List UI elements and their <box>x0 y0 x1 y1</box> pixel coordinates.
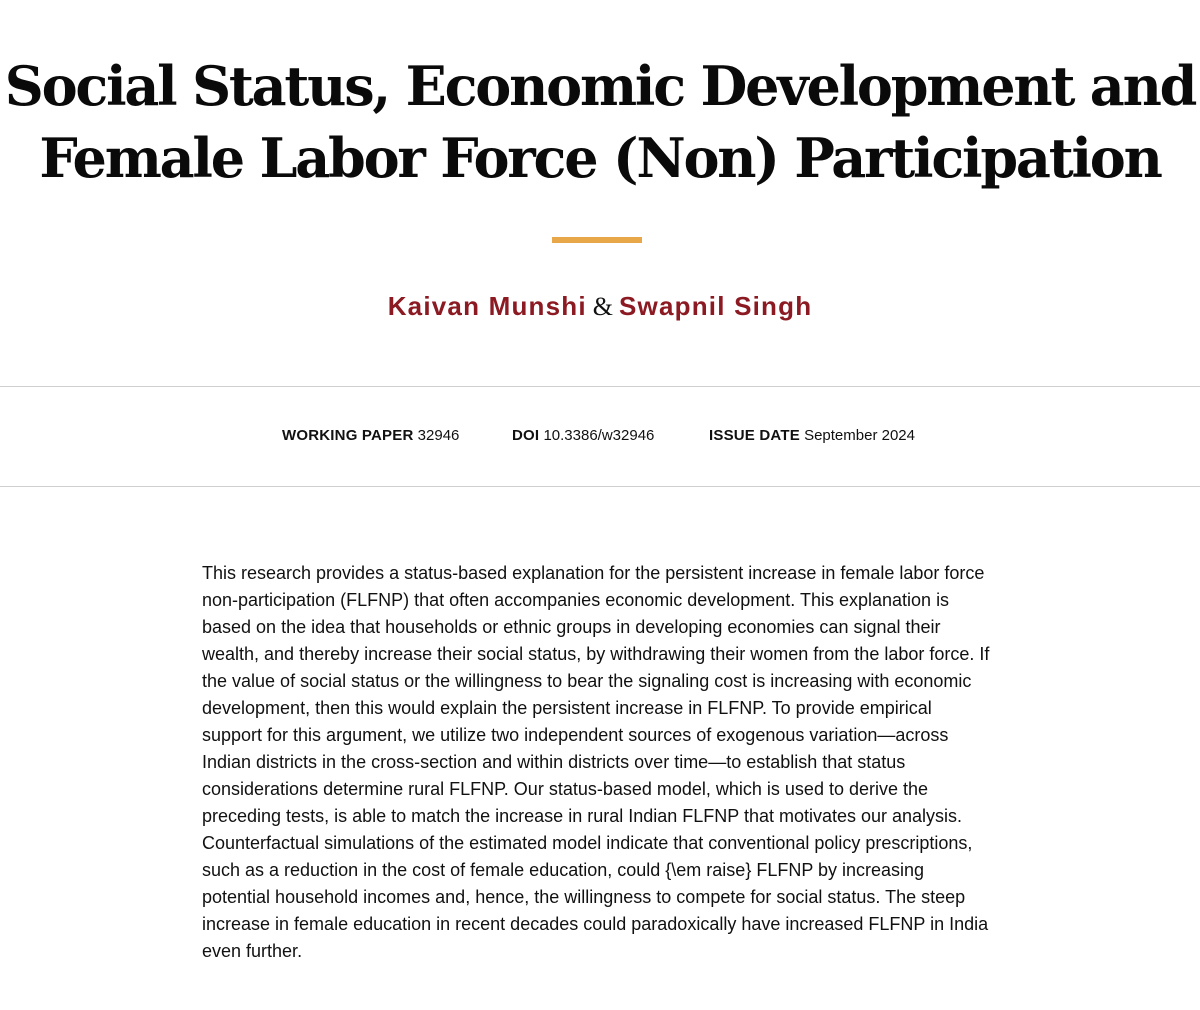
abstract-line: preceding tests, is able to match the increase in rural Indian FLFNP that motivates our analysis. <box>202 806 963 826</box>
doi-label: DOI <box>512 427 540 444</box>
doi-value: 10.3386/w32946 <box>543 427 655 444</box>
working-paper-label: WORKING PAPER <box>282 427 414 444</box>
doi-meta <box>512 425 654 447</box>
author-list <box>0 288 1200 325</box>
abstract-line: support for this argument, we utilize two independent sources of exogenous variation—across <box>202 725 949 745</box>
abstract-line: considerations determine rural FLFNP. Our status-based model, which is used to derive the <box>202 779 929 799</box>
issue-date-label: ISSUE DATE <box>709 427 800 444</box>
paper-title <box>0 50 1200 194</box>
meta-divider-bottom <box>0 486 1200 487</box>
abstract <box>202 560 1002 965</box>
author-link-munshi[interactable]: Kaivan Munshi <box>387 291 587 321</box>
abstract-line: such as a reduction in the cost of female education, could {\em raise} FLFNP by increasing <box>202 860 925 880</box>
title-accent-rule <box>552 237 642 243</box>
abstract-line: potential household incomes and, hence, the willingness to compete for social status. The steep <box>202 887 966 907</box>
abstract-line: even further. <box>202 941 303 961</box>
issue-date-meta <box>709 425 915 447</box>
abstract-line: This research provides a status-based explanation for the persistent increase in female labor force <box>202 563 985 583</box>
abstract-line: the value of social status or the willingness to bear the signaling cost is increasing with economic <box>202 671 972 691</box>
abstract-line: Counterfactual simulations of the estimated model indicate that conventional policy prescriptions, <box>202 833 973 853</box>
abstract-line: increase in female education in recent decades could paradoxically have increased FLFNP in India <box>202 914 989 934</box>
author-link-singh[interactable]: Swapnil Singh <box>619 291 813 321</box>
working-paper-number: 32946 <box>417 427 460 444</box>
abstract-line: based on the idea that households or ethnic groups in developing economies can signal their <box>202 617 941 637</box>
author-separator: & <box>592 292 614 321</box>
paper-title-line-2: Female Labor Force (Non) Participation <box>39 126 1161 190</box>
abstract-line: wealth, and thereby increase their social status, by withdrawing their women from the labor force. If <box>202 644 990 664</box>
abstract-line: Indian districts in the cross-section and within districts over time—to establish that status <box>202 752 906 772</box>
abstract-line: development, then this would explain the persistent increase in FLFNP. To provide empirical <box>202 698 932 718</box>
meta-divider-top <box>0 386 1200 387</box>
paper-title-line-1: Social Status, Economic Development and <box>4 54 1196 118</box>
abstract-line: non-participation (FLFNP) that often accompanies economic development. This explanation is <box>202 590 950 610</box>
issue-date-value: September 2024 <box>804 427 915 444</box>
working-paper-meta <box>282 425 459 447</box>
